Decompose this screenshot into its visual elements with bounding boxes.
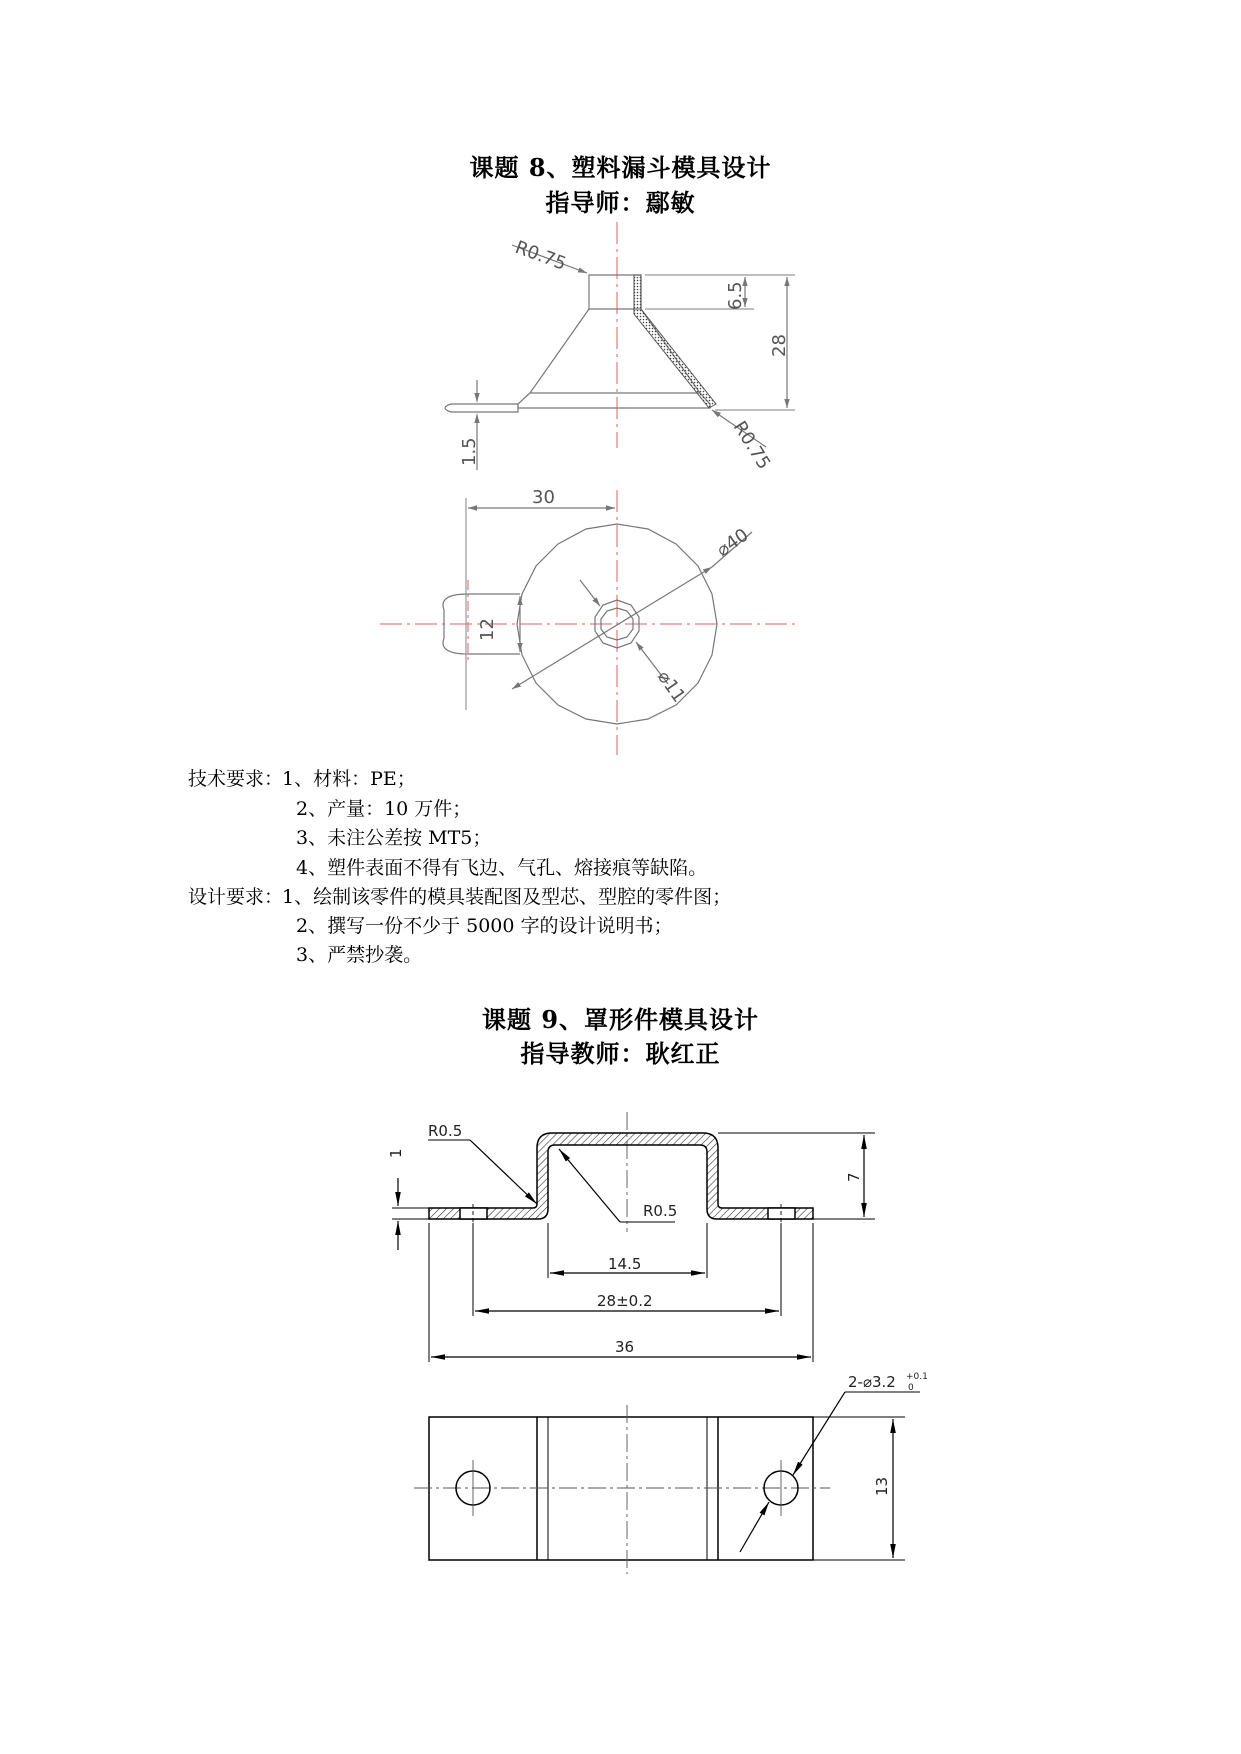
wall-section	[634, 275, 716, 408]
dim-1: 1	[387, 1148, 405, 1158]
dim-28: 28	[769, 334, 790, 357]
dim-r05-outer: R0.5	[428, 1122, 463, 1140]
bracket-front-dimensions	[387, 1122, 863, 1356]
topic8-title: 课题 8、塑料漏斗模具设计	[469, 153, 772, 182]
topic9-title: 课题 9、罩形件模具设计	[481, 1005, 760, 1034]
design-item-3: 3、严禁抄袭。	[296, 944, 423, 966]
tech-label: 技术要求：	[188, 768, 284, 790]
dim-r075-bottom: R0.75	[728, 417, 775, 474]
dim-tol-lower: 0	[908, 1383, 914, 1393]
dim-r05-inner: R0.5	[643, 1202, 678, 1220]
bracket-top-dimensions	[848, 1372, 928, 1496]
funnel-side-dimensions	[459, 237, 790, 473]
dim-phi11: ⌀11	[652, 666, 690, 707]
dim-14-5: 14.5	[608, 1255, 642, 1273]
dim-holes: 2-⌀3.2	[848, 1373, 896, 1391]
tech-item-4: 4、塑件表面不得有飞边、气孔、熔接痕等缺陷。	[296, 857, 708, 879]
dim-phi40: ⌀40	[712, 524, 753, 562]
dim-tol-upper: +0.1	[906, 1372, 928, 1382]
tech-item-3: 3、未注公差按 MT5；	[296, 827, 492, 849]
dim-6-5: 6.5	[725, 281, 746, 310]
dim-r075-top: R0.75	[512, 236, 569, 275]
funnel-top-dimensions	[477, 487, 753, 707]
dim-36: 36	[615, 1338, 635, 1356]
dim-13: 13	[873, 1476, 891, 1496]
dim-7: 7	[845, 1172, 863, 1182]
bracket-section	[429, 1133, 813, 1219]
topic8-teacher: 指导师：鄢敏	[545, 188, 696, 217]
dim-1-5: 1.5	[459, 437, 480, 466]
bracket-front-view	[392, 1112, 875, 1362]
dim-28-tol: 28±0.2	[597, 1292, 653, 1310]
design-label: 设计要求：	[188, 886, 284, 908]
tech-item-2: 2、产量：10 万件；	[296, 798, 472, 820]
dim-30: 30	[532, 487, 555, 508]
design-item-1: 1、绘制该零件的模具装配图及型芯、型腔的零件图；	[282, 886, 732, 908]
tech-item-1: 1、材料：PE；	[282, 768, 416, 790]
bracket-top-view	[414, 1392, 920, 1574]
dim-12: 12	[477, 618, 498, 641]
topic9-teacher: 指导教师：耿红正	[520, 1039, 721, 1068]
design-item-2: 2、撰写一份不少于 5000 字的设计说明书；	[296, 915, 673, 937]
